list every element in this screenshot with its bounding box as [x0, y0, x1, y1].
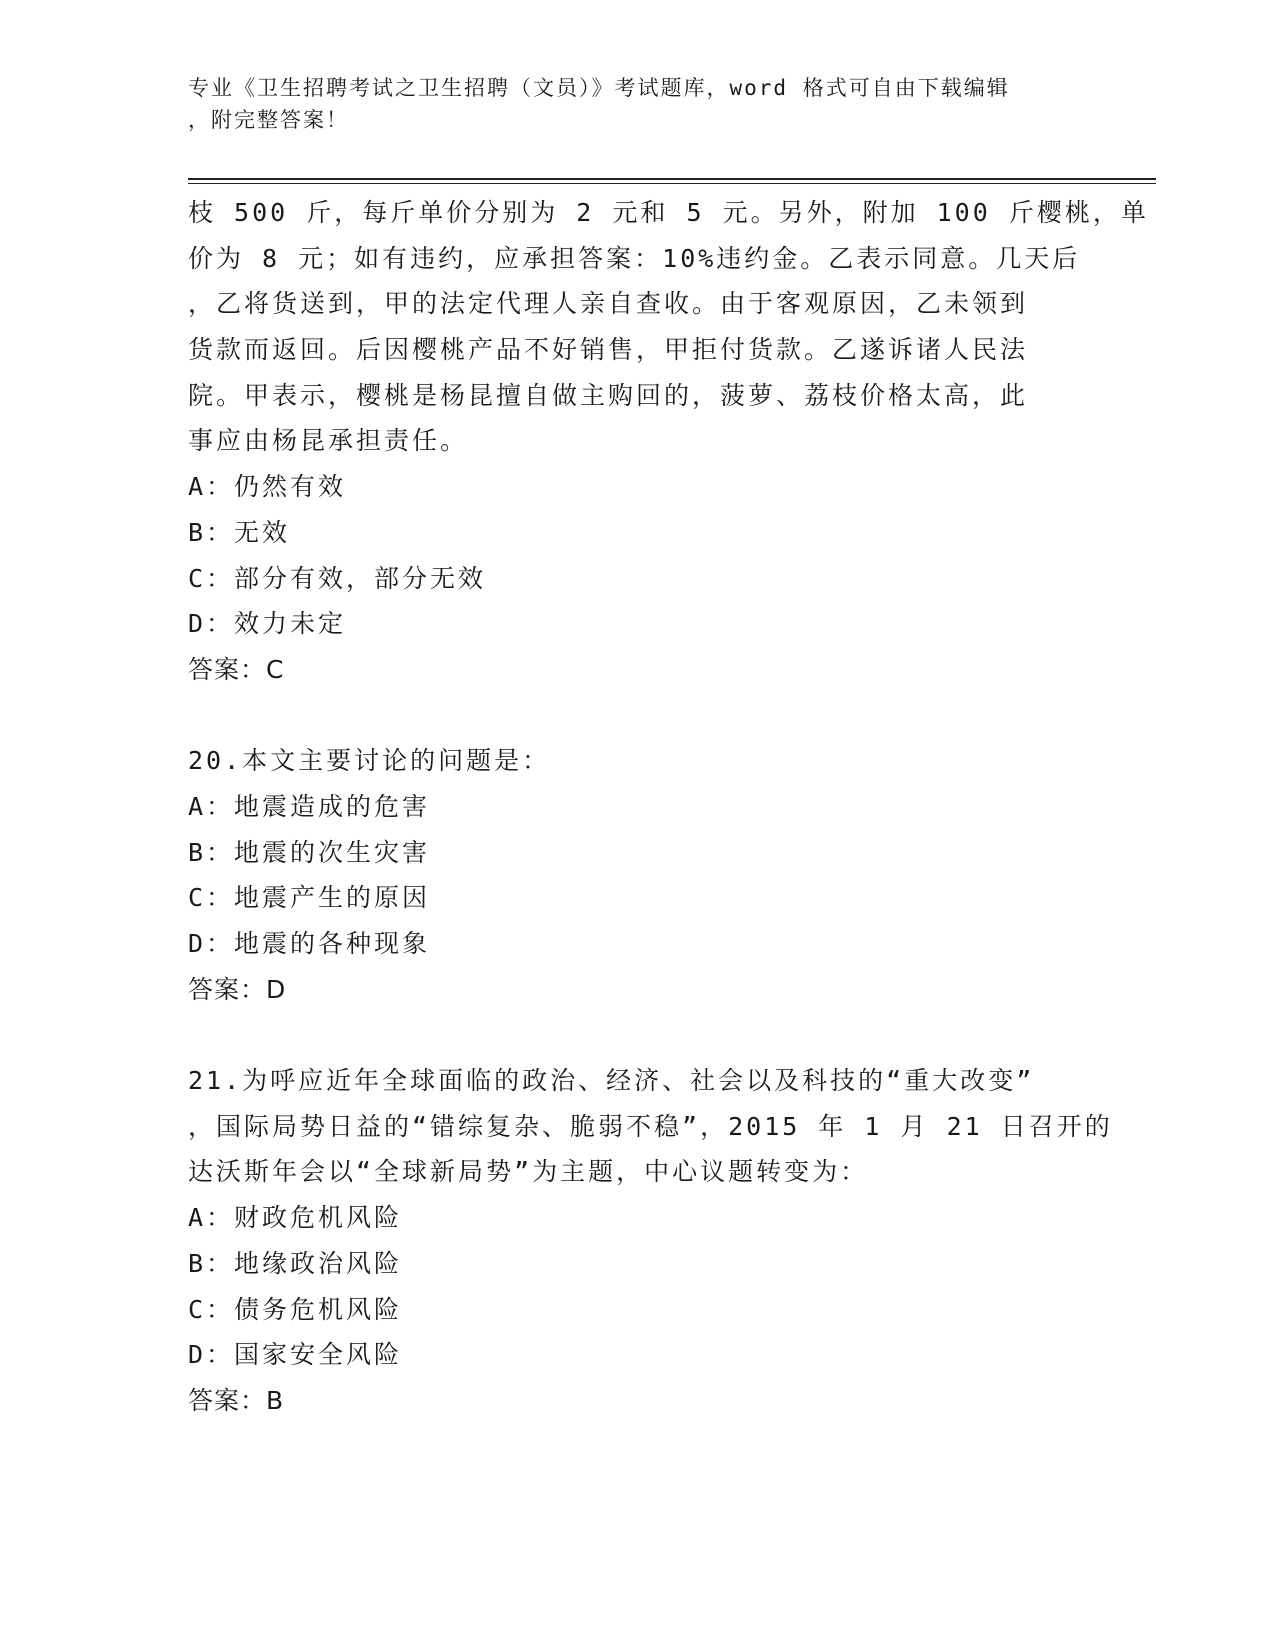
header-title-line-1: 专业《卫生招聘考试之卫生招聘（文员）》考试题库，word 格式可自由下载编辑: [188, 76, 1010, 100]
question-21: [188, 1058, 1113, 1424]
question-stem-line: 20.本文主要讨论的问题是：: [188, 746, 551, 776]
option-d: D：地震的各种现象: [188, 929, 431, 958]
option-a: A：地震造成的危害: [188, 791, 431, 821]
question-stem-line: 21.为呼应近年全球面临的政治、经济、社会以及科技的“重大改变”: [188, 1066, 1035, 1096]
answer-line: 答案：C: [188, 654, 285, 684]
header-divider-thin: [188, 183, 1156, 184]
header-title-line-2: ，附完整答案！: [188, 108, 349, 132]
answer-line: 答案：B: [188, 1385, 285, 1415]
question-stem-line: 价为 8 元；如有违约，应承担答案：10%违约金。乙表示同意。几天后: [188, 243, 1081, 273]
document-header: [188, 72, 1088, 136]
option-a: A：仍然有效: [188, 472, 347, 502]
question-20: [188, 738, 1088, 1012]
option-c: C：地震产生的原因: [188, 883, 431, 913]
option-d: D：国家安全风险: [188, 1340, 403, 1370]
question-19-continued: [188, 190, 1149, 693]
option-c: C：部分有效，部分无效: [188, 563, 487, 593]
option-c: C：债务危机风险: [188, 1294, 403, 1324]
option-d: D：效力未定: [188, 609, 347, 639]
question-stem-line: 货款而返回。后因樱桃产品不好销售，甲拒付货款。乙遂诉诸人民法: [188, 335, 1029, 365]
option-b: B：地震的次生灾害: [188, 837, 431, 867]
option-b: B：无效: [188, 517, 291, 547]
header-divider-thick: [188, 178, 1156, 180]
question-spacer: [188, 693, 1088, 739]
question-stem-line: ，国际局势日益的“错综复杂、脆弱不稳”，2015 年 1 月 21 日召开的: [188, 1111, 1113, 1141]
option-b: B：地缘政治风险: [188, 1248, 403, 1278]
document-body: [188, 190, 1149, 1424]
question-stem-line: ，乙将货送到，甲的法定代理人亲自查收。由于客观原因，乙未领到: [188, 289, 1029, 319]
question-stem-line: 达沃斯年会以“全球新局势”为主题，中心议题转变为：: [188, 1157, 869, 1187]
answer-line: 答案：D: [188, 974, 287, 1004]
question-stem-line: 枝 500 斤，每斤单价分别为 2 元和 5 元。另外，附加 100 斤樱桃，单: [188, 198, 1149, 227]
question-stem-line: 事应由杨昆承担责任。: [188, 426, 469, 456]
question-stem-line: 院。甲表示，樱桃是杨昆擅自做主购回的，菠萝、荔枝价格太高，此: [188, 380, 1029, 410]
question-spacer: [188, 1012, 1088, 1058]
option-a: A：财政危机风险: [188, 1203, 403, 1233]
